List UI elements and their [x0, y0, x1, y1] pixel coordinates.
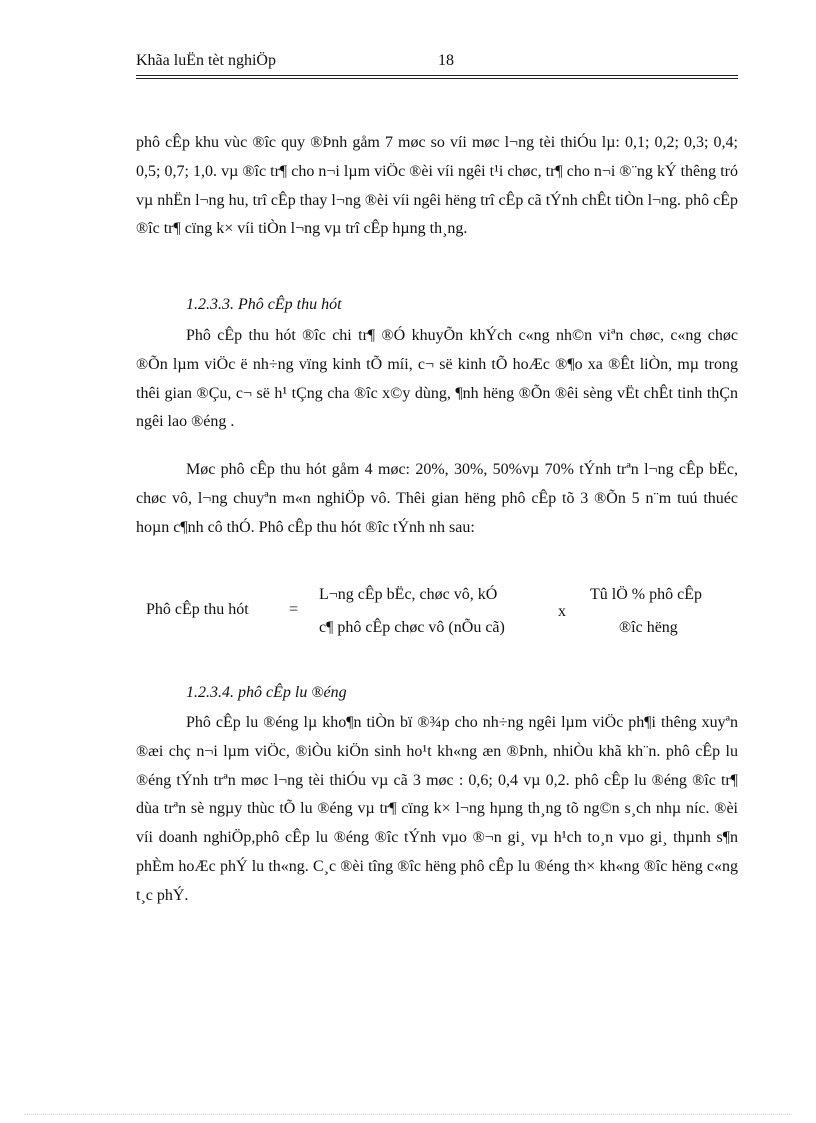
header-rule-bottom — [136, 78, 738, 79]
section-heading-attraction-allowance: 1.2.3.3. Phô cÊp thu hót — [186, 296, 342, 313]
formula-numerator: L¬ng cÊp bËc, chøc vô, kÓ — [319, 586, 498, 603]
header-rule-top — [136, 75, 738, 76]
page-number: 18 — [438, 52, 454, 69]
formula-attraction-allowance — [0, 584, 816, 644]
page-bottom-dotted-line — [24, 1114, 792, 1115]
formula-equals: = — [289, 601, 299, 618]
paragraph-area-allowance: phô cÊp khu vùc ®îc quy ®Þnh gåm 7 møc so víi møc l¬ng tèi thiÓu lµ: 0,1; 0,2; 0,3; 0,4; 0,5; 0,7; 1,0. vµ ®îc tr¶ cho n¬i lµm viÖc ®èi víi ngêi t¹i chøc, tr¶ cho n¬i ®¨ng kÝ thêng tró vµ nhËn l¬ng hu, trî cÊp thay l¬ng ®èi víi ngêi hëng trî cÊp cã tÝnh chÊt tiÒn l¬ng. phô cÊp ®îc tr¶ cïng k× víi tiÒn l¬ng vµ trî cÊp hµng th¸ng. — [136, 134, 738, 238]
page-header — [136, 50, 738, 74]
paragraph-mobility-allowance: Phô cÊp lu ®éng lµ kho¶n tiÒn bï ®¾p cho nh÷ng ngêi lµm viÖc ph¶i thêng xuyªn ®æi chç n¬i lµm viÖc, ®iÒu kiÖn sinh ho¹t kh«ng æn ®Þnh, nhiÒu khã kh¨n. phô cÊp lu ®éng tÝnh trªn møc l¬ng tèi thiÓu vµ cã 3 møc : 0,6; 0,4 vµ 0,2. phô cÊp lu ®éng ®îc tr¶ dùa trªn sè ngµy thùc tÕ lu ®éng vµ tr¶ cïng k× l¬ng hµng th¸ng tõ ng©n s¸ch nhµ níc. ®èi víi doanh nghiÖp,phô cÊp lu ®éng ®îc tÝnh vµo ®¬n gi¸ vµ h¹ch to¸n vµo gi¸ thµnh s¶n phÈm hoÆc phÝ lu th«ng. C¸c ®èi tîng ®îc hëng phô cÊp lu ®éng th× kh«ng ®îc hëng c«ng t¸c phÝ. — [136, 714, 738, 904]
formula-lhs: Phô cÊp thu hót — [146, 601, 249, 618]
formula-rate-top: Tû lÖ % phô cÊp — [590, 586, 702, 603]
formula-denominator: c¶ phô cÊp chøc vô (nÕu cã) — [319, 619, 505, 636]
formula-multiply: x — [558, 603, 566, 620]
paragraph-attraction-purpose: Phô cÊp thu hót ®îc chi tr¶ ®Ó khuyÕn khÝch c«ng nh©n viªn chøc, c«ng chøc ®Õn lµm viÖc ë nh÷ng vïng kinh tÕ míi, c¬ së kinh tÕ hoÆc ®¶o xa ®Êt liÒn, mµ trong thêi gian ®Çu, c¬ së h¹ tÇng cha ®îc x©y dùng, ¶nh hëng ®Õn ®êi sèng vËt chÊt tinh thÇn ngêi lao ®éng . — [136, 327, 738, 431]
formula-rate-bottom: ®îc hëng — [619, 619, 678, 636]
document-title: Khãa luËn tèt nghiÖp — [136, 52, 276, 69]
section-heading-mobility-allowance: 1.2.3.4. phô cÊp lu ®éng — [186, 684, 347, 701]
paragraph-attraction-levels: Møc phô cÊp thu hót gåm 4 møc: 20%, 30%, 50%vµ 70% tÝnh trªn l¬ng cÊp bËc, chøc vô, l¬ng chuyªn m«n nghiÖp vô. Thêi gian hëng phô cÊp tõ 3 ®Õn 5 n¨m tuú thuéc hoµn c¶nh cô thÓ. Phô cÊp thu hót ®îc tÝnh nh sau: — [136, 461, 738, 536]
